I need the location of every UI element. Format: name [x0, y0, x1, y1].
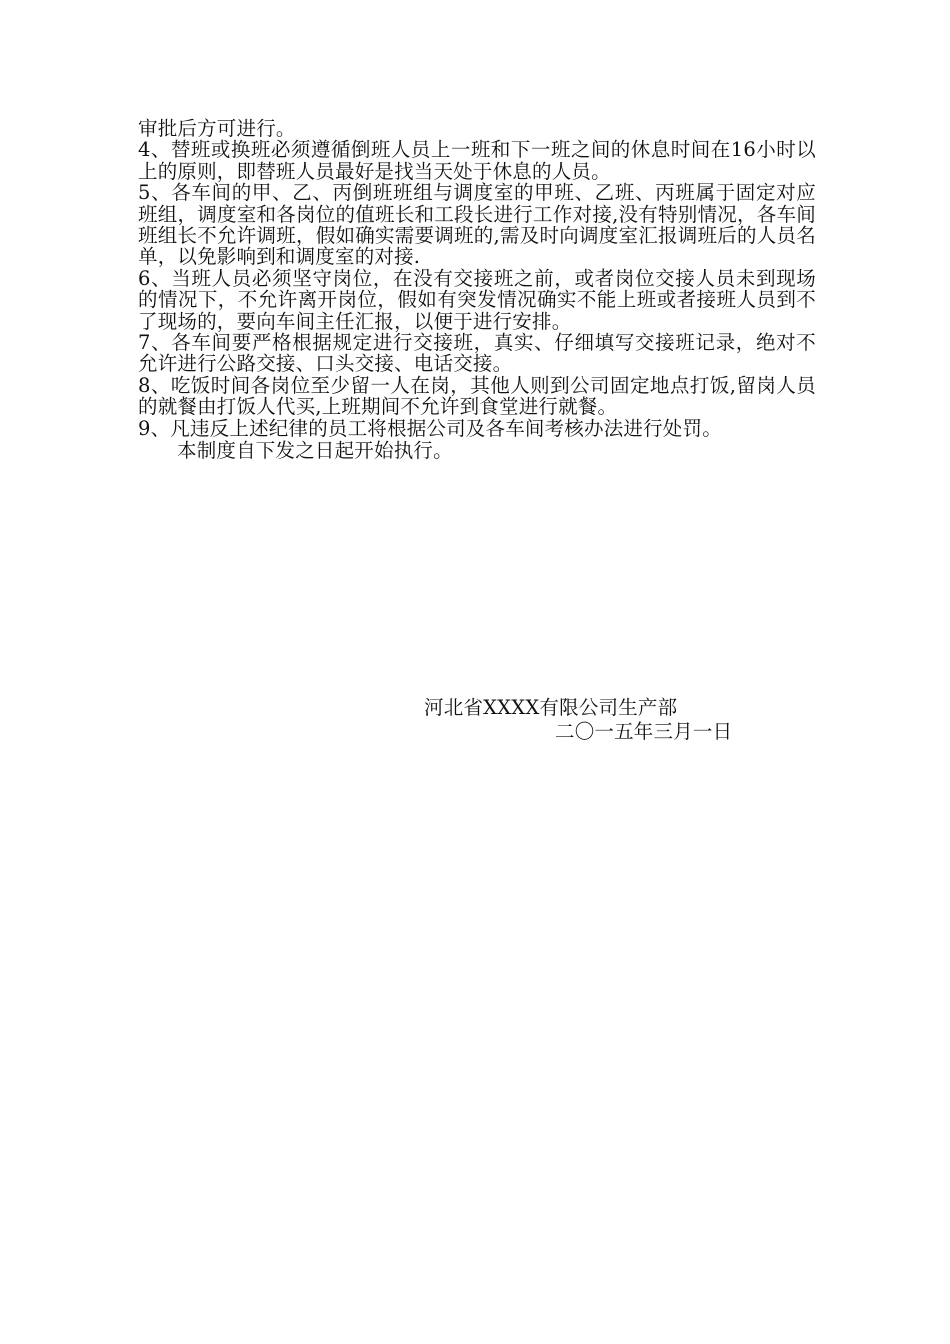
rule-item-5: 5、各车间的甲、乙、丙倒班班组与调度室的甲班、乙班、丙班属于固定对应班组，调度室和各岗位的值班长和工段长进行工作对接,没有特别情况，各车间班组长不允许调班，假如确实需要调班的,需及时向调度室汇报调班后的人员名单，以免影响到和调度室的对接.	[138, 181, 816, 269]
rule-item-4: 4、替班或换班必须遵循倒班人员上一班和下一班之间的休息时间在16小时以上的原则，即替班人员最好是找当天处于休息的人员。	[138, 138, 816, 183]
rule-item-8: 8、吃饭时间各岗位至少留一人在岗，其他人则到公司固定地点打饭,留岗人员的就餐由打饭人代买,上班期间不允许到食堂进行就餐。	[138, 373, 816, 419]
document-body	[138, 118, 816, 462]
rule-item-6: 6、当班人员必须坚守岗位，在没有交接班之前，或者岗位交接人员未到现场的情况下，不允许离开岗位，假如有突发情况确实不能上班或者接班人员到不了现场的，要向车间主任汇报，以便于进行安排。	[138, 266, 816, 333]
signature-date: 二〇一五年三月一日	[555, 720, 733, 743]
closing-statement: 本制度自下发之日起开始执行。	[177, 439, 453, 463]
paragraph-continuation: 审批后方可进行。	[138, 117, 296, 140]
signature-organization: 河北省XXXX有限公司生产部	[424, 696, 678, 719]
rule-item-7: 7、各车间要严格根据规定进行交接班，真实、仔细填写交接班记录，绝对不允许进行公路交接、口头交接、电话交接。	[138, 331, 816, 376]
rule-item-9: 9、凡违反上述纪律的员工将根据公司及各车间考核办法进行处罚。	[138, 416, 722, 440]
